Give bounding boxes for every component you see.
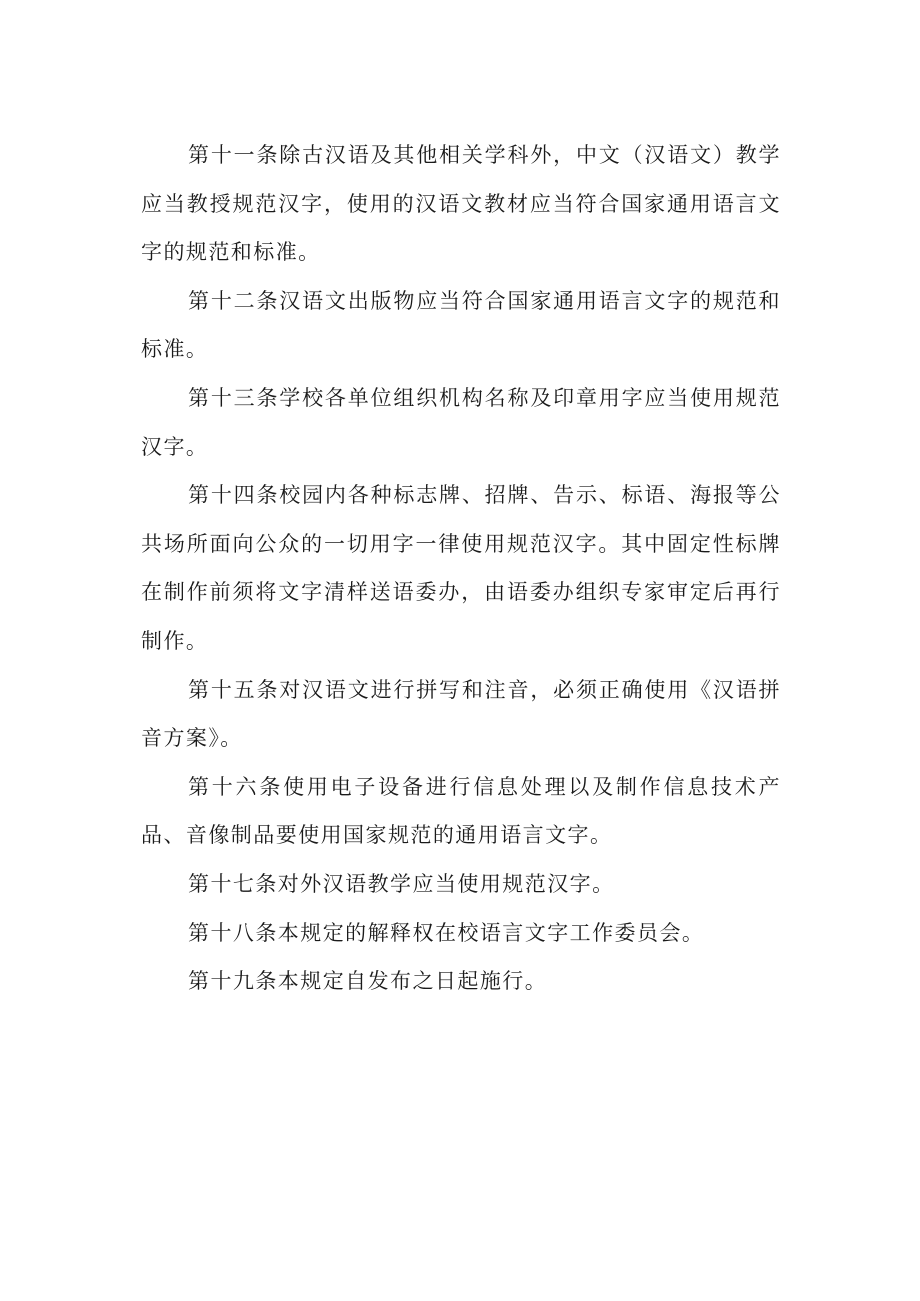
article-11-paragraph: 第十一条除古汉语及其他相关学科外，中文（汉语文）教学应当教授规范汉字，使用的汉语文教材应当符合国家通用语言文字的规范和标准。 <box>141 143 781 265</box>
article-13-paragraph: 第十三条学校各单位组织机构名称及印章用字应当使用规范汉字。 <box>141 385 781 459</box>
article-15-paragraph: 第十五条对汉语文进行拼写和注音，必须正确使用《汉语拼音方案》。 <box>141 677 781 751</box>
article-16-paragraph: 第十六条使用电子设备进行信息处理以及制作信息技术产品、音像制品要使用国家规范的通用语言文字。 <box>141 774 781 848</box>
article-12-paragraph: 第十二条汉语文出版物应当符合国家通用语言文字的规范和标准。 <box>141 288 781 362</box>
article-19-paragraph: 第十九条本规定自发布之日起施行。 <box>188 969 548 994</box>
article-17-paragraph: 第十七条对外汉语教学应当使用规范汉字。 <box>188 871 615 896</box>
document-body <box>141 131 781 1006</box>
article-18-paragraph: 第十八条本规定的解释权在校语言文字工作委员会。 <box>188 920 705 945</box>
article-14-paragraph: 第十四条校园内各种标志牌、招牌、告示、标语、海报等公共场所面向公众的一切用字一律使用规范汉字。其中固定性标牌在制作前须将文字清样送语委办，由语委办组织专家审定后再行制作。 <box>141 483 781 653</box>
